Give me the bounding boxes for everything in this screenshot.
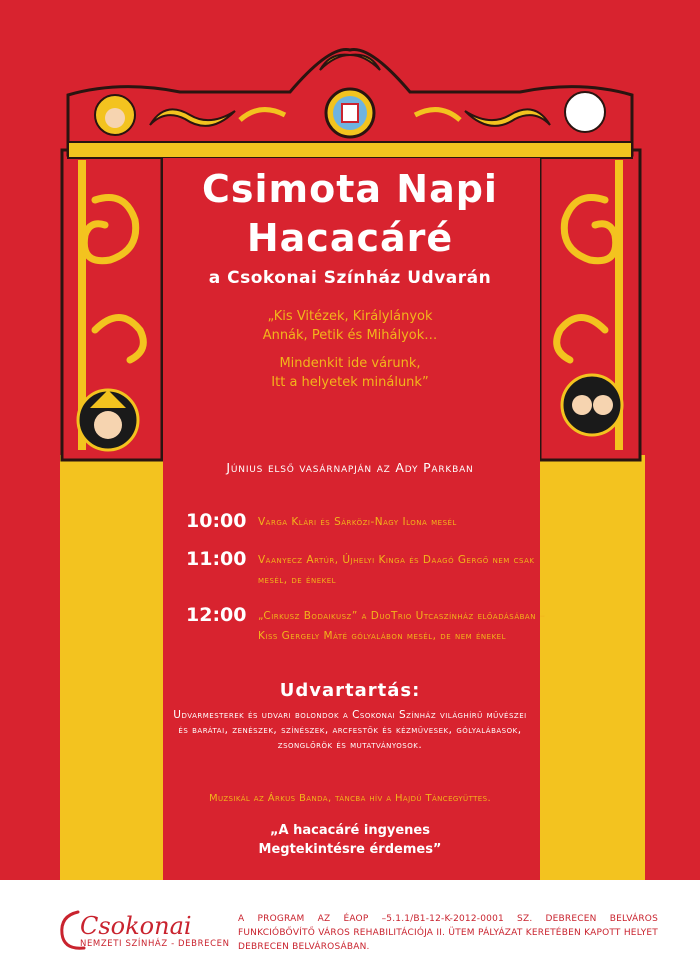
schedule-time: 10:00 — [186, 510, 247, 532]
music-line: Muzsikál az Árkus Banda, táncba hív a Hajdú Táncegyüttes. — [208, 793, 492, 804]
left-pillar-base — [60, 455, 165, 880]
footer-text: A PROGRAM AZ ÉAOP –5.1.1/B1-12-K-2012-0001 SZ. DEBRECEN BELVÁROS FUNKCIÓBŐVÍTŐ VÁROS REHABILITÁCIÓJA II. ÜTEM PÁLYÁZAT KERETÉBEN KAPOTT HELYET DEBRECEN BELVÁROSÁBAN. — [238, 914, 658, 952]
schedule-time: 11:00 — [186, 548, 247, 570]
logo-wordmark: Csokonai — [80, 912, 192, 940]
court-text: Udvarmesterek és udvari bolondok a Csokonai Színház világhírű művészei és barátai, zenészek, színészek, arcfestők és kézművesek, gólyalábasok, zsonglőrök és mutatványosok. — [173, 709, 527, 752]
quote-line: Mindenkit ide várunk, — [279, 356, 421, 372]
schedule-time: 12:00 — [186, 604, 247, 626]
subtitle: a Csokonai Színház Udvarán — [208, 267, 492, 288]
schedule-text: „Cirkusz Bodaikusz” a DuoTrio Utcaszínház előadásában – Kiss Gergely Máté gólyalábon mesél, de nem énekel — [258, 610, 546, 643]
tent-icon — [342, 104, 358, 122]
schedule-text: Vaanyecz Artúr, Újhelyi Kinga és Daagó Gergő nem csak mesél, de énekel — [258, 554, 535, 587]
closing-line: „A hacacáré ingyenes — [270, 823, 430, 838]
logo-subtitle: NEMZETI SZÍNHÁZ - DEBRECEN — [80, 939, 230, 949]
schedule-text: Varga Klári és Sárközi-Nagy Ilona mesél — [258, 516, 457, 528]
quote-line: „Kis Vitézek, Királylányok — [267, 308, 433, 324]
csokonai-logo — [58, 904, 228, 964]
quote-line: Annák, Petik és Mihályok… — [262, 327, 438, 343]
quote-line: Itt a helyetek minálunk” — [271, 375, 429, 391]
title-line-2: Hacacáré — [246, 216, 454, 261]
date-line: Június első vasárnapján az Ady Parkban — [226, 460, 474, 475]
closing-quote — [165, 822, 535, 860]
title-block — [165, 165, 535, 393]
title-line-1: Csimota Napi — [202, 167, 498, 211]
right-pillar-base — [540, 455, 645, 880]
grandparents-face-icon — [565, 92, 605, 132]
court-heading: Udvartartás: — [279, 680, 421, 701]
closing-line: Megtekintésre érdemes” — [258, 841, 442, 857]
